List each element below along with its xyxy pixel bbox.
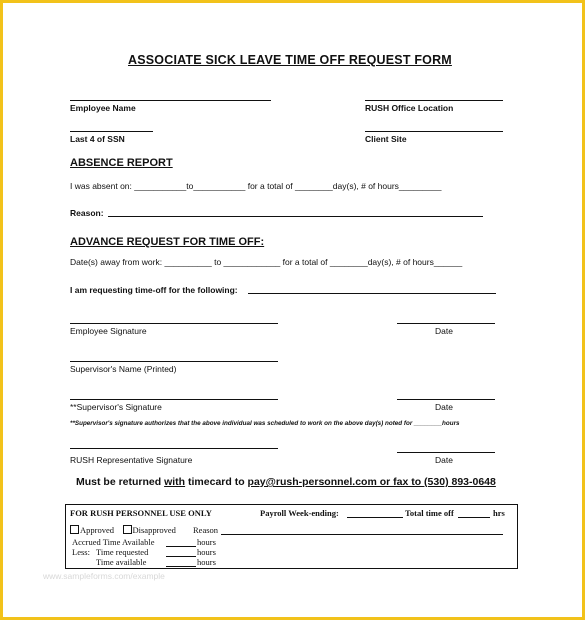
supervisor-note: **Supervisor's signature authorizes that the above individual was scheduled to work on the above day(s) noted for ________hours xyxy=(70,420,460,427)
supervisor-name-label: Supervisor's Name (Printed) xyxy=(70,364,177,374)
office-location-label: RUSH Office Location xyxy=(365,103,454,113)
requesting-line[interactable] xyxy=(248,293,496,294)
disapproved-checkbox[interactable] xyxy=(123,525,132,534)
office-location-line[interactable] xyxy=(365,100,503,101)
approved-label: Approved xyxy=(80,525,114,535)
approved-checkbox[interactable] xyxy=(70,525,79,534)
employee-signature-label: Employee Signature xyxy=(70,326,147,336)
return-middle: timecard to xyxy=(185,476,248,488)
employee-name-line[interactable] xyxy=(70,100,271,101)
employee-signature-line[interactable] xyxy=(70,323,278,324)
office-use-box xyxy=(65,504,518,569)
office-use-header: FOR RUSH PERSONNEL USE ONLY xyxy=(70,508,212,518)
client-site-line[interactable] xyxy=(365,131,503,132)
less-label: Less: xyxy=(72,547,90,557)
accrued-label: Accrued Time Available xyxy=(72,537,155,547)
employee-name-label: Employee Name xyxy=(70,103,136,113)
rush-rep-signature-line[interactable] xyxy=(70,448,278,449)
total-time-label: Total time off xyxy=(405,508,454,518)
advance-request-heading: ADVANCE REQUEST FOR TIME OFF: xyxy=(70,236,265,248)
accrued-hours: hours xyxy=(197,537,216,547)
supervisor-name-line[interactable] xyxy=(70,361,278,362)
office-reason-label: Reason xyxy=(193,525,219,535)
dates-away-text[interactable]: Date(s) away from work: __________ to ____________ for a total of ________day(s), # of hours______ xyxy=(70,257,463,267)
supervisor-date-label: Date xyxy=(435,402,453,412)
payroll-week-label: Payroll Week-ending: xyxy=(260,508,339,518)
rush-rep-date-label: Date xyxy=(435,455,453,465)
ssn-line[interactable] xyxy=(70,131,153,132)
reason-label: Reason: xyxy=(70,208,104,218)
rush-rep-date-line[interactable] xyxy=(397,452,495,453)
footer-watermark: www.sampleforms.com/example xyxy=(43,571,165,581)
office-reason-line[interactable] xyxy=(221,534,503,535)
employee-date-line[interactable] xyxy=(397,323,495,324)
return-contact[interactable]: pay@rush-personnel.com or fax to (530) 893-0648 xyxy=(247,476,496,488)
time-available-line[interactable] xyxy=(166,566,196,567)
requesting-label: I am requesting time-off for the following: xyxy=(70,285,238,295)
rush-rep-signature-label: RUSH Representative Signature xyxy=(70,455,193,465)
total-time-line[interactable] xyxy=(458,517,490,518)
total-time-hrs: hrs xyxy=(493,508,505,518)
supervisor-signature-line[interactable] xyxy=(70,399,278,400)
client-site-label: Client Site xyxy=(365,134,407,144)
payroll-week-line[interactable] xyxy=(347,517,403,518)
time-available-hours: hours xyxy=(197,557,216,567)
time-requested-line[interactable] xyxy=(166,556,196,557)
accrued-line[interactable] xyxy=(166,546,196,547)
form-page xyxy=(3,3,582,617)
reason-line[interactable] xyxy=(108,216,483,217)
time-available-label: Time available xyxy=(96,557,147,567)
return-prefix: Must be returned xyxy=(76,476,165,488)
time-requested-hours: hours xyxy=(197,547,216,557)
return-instructions xyxy=(76,476,496,488)
page-title: ASSOCIATE SICK LEAVE TIME OFF REQUEST FORM xyxy=(128,53,452,67)
employee-date-label: Date xyxy=(435,326,453,336)
time-requested-label: Time requested xyxy=(96,547,149,557)
supervisor-signature-label: **Supervisor's Signature xyxy=(70,402,162,412)
ssn-label: Last 4 of SSN xyxy=(70,134,125,144)
absence-report-heading: ABSENCE REPORT xyxy=(70,157,173,169)
approval-row xyxy=(70,525,176,535)
disapproved-label: Disapproved xyxy=(132,525,176,535)
return-with: with xyxy=(164,476,186,488)
absent-on-text[interactable]: I was absent on: ___________to___________ for a total of ________day(s), # of hours_________ xyxy=(70,181,442,191)
supervisor-date-line[interactable] xyxy=(397,399,495,400)
